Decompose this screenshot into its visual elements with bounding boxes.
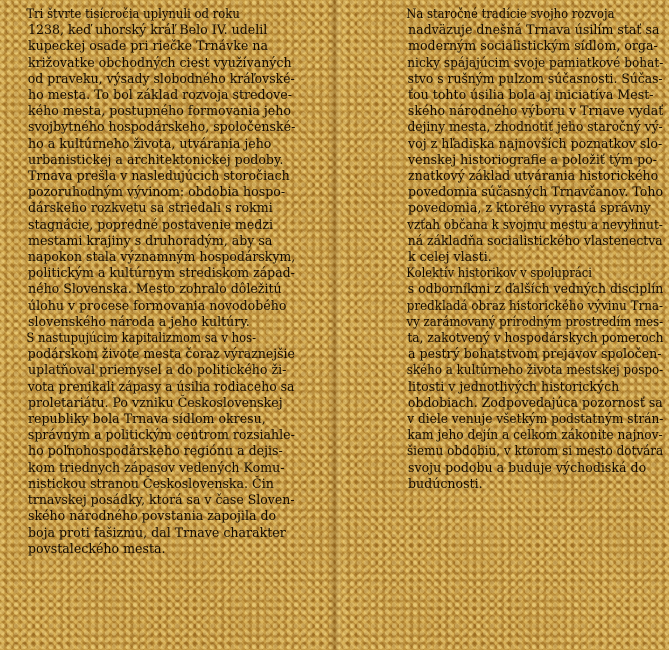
text-line: podárskom živote mesta čoraz výraznejšie: [27, 346, 295, 362]
text-line: republiky bola Trnava sídlom okresu,: [28, 411, 266, 427]
page-fold: [330, 0, 344, 650]
text-line: politickým a kultúrnym strediskom západ-: [27, 265, 295, 281]
text-line: venskej historiografie a položiť tým po-: [408, 151, 657, 167]
text-line: predkladá obraz historického vývinu Trna-: [406, 297, 664, 313]
text-line: moderným socialistickým sídlom, orga-: [408, 38, 658, 54]
text-line: od praveku, výsady slobodného kráľovské-: [27, 70, 295, 86]
text-line: správnym a politickým centrom rozsiahle-: [27, 427, 295, 443]
text-line: Kolektív historikov v spolupráci: [406, 265, 592, 281]
text-line: slovenského národa a jeho kultúry.: [28, 313, 250, 329]
text-line: proletariátu. Po vzniku Československej: [28, 394, 283, 410]
text-line: stagnácie, popredné postavenie medzi: [28, 216, 274, 232]
text-line: povedomia súčasných Trnavčanov. Toho: [408, 184, 664, 200]
text-line: ného Slovenska. Mesto zohralo dôležitú: [28, 281, 282, 297]
text-line: ho a kultúrneho života, utvárania jeho: [28, 135, 272, 151]
text-line: šiemu obdobiu, v ktorom si mesto dotvára: [407, 443, 664, 459]
text-line: križovatke obchodných ciest využívaných: [28, 54, 292, 70]
text-line: ho mesta. To bol základ rozvoja stredove-: [28, 87, 293, 103]
text-line: ského národného povstania zapojila do: [28, 508, 277, 524]
text-line: mestami krajiny s druhoradým, aby sa: [28, 232, 273, 248]
text-line: povstaleckého mesta.: [28, 540, 166, 556]
text-line: Trnava prešla v nasledujúcich storočiach: [28, 168, 290, 184]
paragraph: [386, 6, 663, 265]
text-line: úlohu v procese formovania novodobého: [28, 297, 287, 313]
text-line: a pestrý bohatstvom prejavov spoločen-: [408, 346, 662, 362]
text-line: nistickou stranou Československa. Čin: [28, 475, 274, 491]
text-line: kupeckej osade pri riečke Trnávke na: [28, 38, 268, 54]
text-line: svojbytného hospodárskeho, spoločenské-: [28, 119, 296, 135]
text-line: kom triednych zápasov vedených Komu-: [28, 459, 285, 475]
text-line: voj z hľadiska najnovších poznatkov slo-: [408, 135, 663, 151]
left-text-column: [6, 6, 295, 557]
text-line: svoju podobu a buduje východiská do: [408, 459, 647, 475]
text-line: napokon stala významným hospodárskym,: [27, 249, 296, 265]
text-line: ského a kultúrneho života mestskej pospo-: [406, 362, 664, 378]
text-line: znatkový základ utvárania historického: [408, 168, 659, 184]
text-line: nadväzuje dnešná Trnava úsilím stať sa: [408, 22, 660, 38]
text-line: budúcnosti.: [408, 475, 483, 491]
text-line: obdobiach. Zodpovedajúca pozornosť sa: [407, 394, 663, 410]
text-line: pozoruhodným vývinom: obdobia hospo-: [28, 184, 286, 200]
text-line: uplatňoval priemysel a do politického ži-: [28, 362, 287, 378]
text-line: ťou tohto úsilia bola aj iniciatíva Mest-: [408, 87, 654, 103]
text-line: Tri štvrte tisícročia uplynuli od roku: [26, 6, 240, 21]
text-line: trnavskej posádky, ktorá sa v čase Sloven-: [27, 492, 295, 508]
text-line: nicky spájajúcim svoje pamiatkové bohat-: [407, 54, 664, 70]
text-line: ského národného výboru v Trnave vydať: [407, 103, 664, 119]
text-line: urbanistickej a architektonickej podoby.: [28, 151, 284, 167]
text-line: stvo s rušným pulzom súčasnosti. Súčas-: [407, 70, 663, 86]
text-line: 1238, keď uhorský kráľ Belo IV. udelil: [28, 22, 268, 38]
paragraph: [386, 265, 663, 492]
text-line: dárskeho rozkvetu sa striedali s rokmi: [28, 200, 273, 216]
text-line: vzťah občana k svojmu mestu a nevyhnut-: [407, 216, 663, 232]
text-line: S nastupujúcim kapitalizmom sa v hos-: [26, 330, 256, 346]
text-line: litosti v jednotlivých historických: [408, 378, 620, 394]
text-line: kého mesta, postupného formovania jeho: [28, 103, 291, 119]
text-line: vota prenikali zápasy a úsilia rodiaceho sa: [27, 378, 295, 394]
text-line: boja proti fašizmu, dal Trnave charakter: [28, 524, 286, 540]
paragraph: [6, 330, 295, 557]
right-text-column: [386, 6, 663, 492]
text-line: dejiny mesta, zhodnotiť jeho staročný vý-: [407, 119, 663, 135]
text-line: vy zarámovaný prírodným prostredím mes-: [406, 313, 664, 329]
text-line: ná základňa socialistického vlastenectva: [407, 232, 663, 248]
paragraph: [6, 6, 295, 330]
text-line: kam jeho dejín a celkom zákonite najnov-: [407, 427, 663, 443]
text-line: povedomia, z ktorého vyrastá správny: [408, 200, 651, 216]
text-line: k celej vlasti.: [408, 249, 492, 265]
text-line: ho poľnohospodárskeho regiónu a dejis-: [28, 443, 283, 459]
text-line: v diele venuje všetkým podstatným strán-: [407, 411, 664, 427]
text-line: ta, zakotvený v hospodárskych pomeroch: [407, 330, 664, 346]
text-line: Na staročné tradície svojho rozvoja: [406, 6, 615, 21]
text-line: s odborníkmi z ďalších vedných disciplín: [407, 281, 664, 297]
